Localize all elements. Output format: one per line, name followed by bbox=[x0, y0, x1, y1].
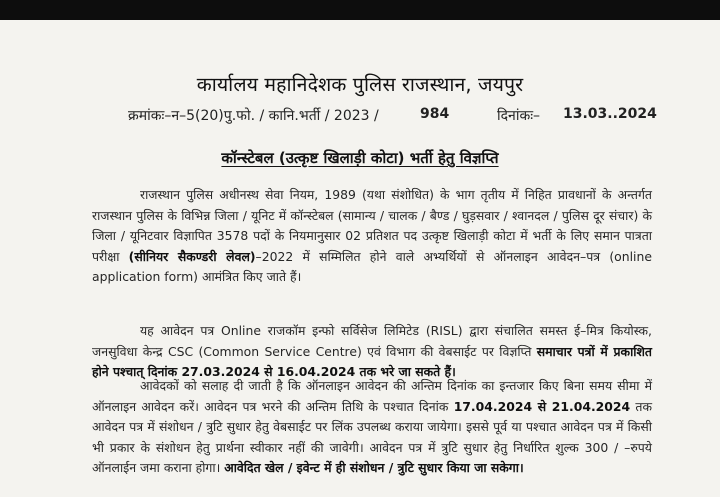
top-dark-border bbox=[0, 0, 720, 20]
paragraph-eligibility bbox=[92, 185, 652, 288]
paragraph-eligibility-text-a: राजस्थान पुलिस अधीनस्थ सेवा नियम, 1989 (यथा संशोधित) के भाग तृतीय में निहित प्रावधानों के अन्तर्गत राजस्थान पुलिस के विभिन्न जिला / यूनिट में कॉन्स्टेबल (सामान्य / चालक / बैण्ड / घुड़सवार / श्वानदल / पुलिस दूर संचार) के जिला / यूनिटवार विज्ञापित 3578 पदों के नियमानुसार 02 प्रतिशत पद उत्कृष्ट खिलाड़ी कोटा में भर्ती के लिए समान पात्रता परीक्षा bbox=[92, 187, 652, 264]
date-value: 13.03..2024 bbox=[563, 106, 657, 122]
reference-number: क्रमांकः–न–5(20)पु.फो. / कानि.भर्ती / 2023 / bbox=[128, 108, 379, 124]
paragraph-correction bbox=[92, 376, 652, 479]
paragraph-correction-dates: 17.04.2024 से 21.04.2024 bbox=[453, 398, 631, 414]
reference-number-value: 984 bbox=[420, 106, 450, 122]
paragraph-correction-text-a: आवेदकों को सलाह दी जाती है कि ऑनलाइन आवेदन की अन्तिम दिनांक का इन्तजार किए बिना समय सीमा में ऑनलाइन आवेदन करें। आवेदन पत्र भरने की अन्तिम तिथि के पश्चात दिनांक bbox=[92, 378, 652, 414]
paragraph-application-dates bbox=[92, 321, 652, 383]
paragraph-application-text: यह आवेदन पत्र Online राजकॉम इन्फो सर्विसेज लिमिटेड (RISL) द्वारा संचालित समस्त ई–मित्र कियोस्क, जनसुविधा केन्द्र CSC (Common Service Centre) एवं विभाग की वेबसाईट पर विज्ञप्ति bbox=[92, 323, 652, 359]
notice-subject-text: कॉन्स्टेबल (उत्कृष्ट खिलाड़ी कोटा) भर्ती हेतु विज्ञप्ति bbox=[221, 149, 499, 167]
paragraph-eligibility-text-b: –2022 में सम्मिलित होने वाले अभ्यर्थियों से ऑनलाइन आवेदन–पत्र (online application form) आमंत्रित किए जाते हैं। bbox=[92, 248, 652, 284]
date-label: दिनांकः– bbox=[497, 108, 541, 124]
paragraph-eligibility-bold: (सीनियर सैकण्डरी लेवल) bbox=[128, 248, 256, 264]
notice-page bbox=[0, 20, 720, 497]
paragraph-application-bold: समाचार पत्रों में प्रकाशित होने पश्चात् दिनांक 27.03.2024 से 16.04.2024 तक भरे जा सकते हैं। bbox=[92, 343, 652, 379]
notice-subject bbox=[0, 148, 720, 168]
paragraph-correction-bold: आवेदित खेल / इवेन्ट में ही संशोधन / त्रुटि सुधार किया जा सकेगा। bbox=[224, 460, 524, 475]
paragraph-correction-text-b: तक आवेदन पत्र में संशोधन / त्रुटि सुधार हेतु वेबसाईट पर लिंक उपलब्ध कराया जायेगा। इससे पूर्व या पश्चात आवेदन पत्र में किसी भी प्रकार के संशोधन हेतु प्रार्थना स्वीकार नहीं की जावेगी। आवेदन पत्र में त्रुटि सुधार हेतु निर्धारित शुल्क 300 / –रुपये ऑनलाईन जमा कराना होगा। bbox=[92, 398, 652, 475]
office-title: कार्यालय महानिदेशक पुलिस राजस्थान, जयपुर bbox=[196, 73, 524, 96]
